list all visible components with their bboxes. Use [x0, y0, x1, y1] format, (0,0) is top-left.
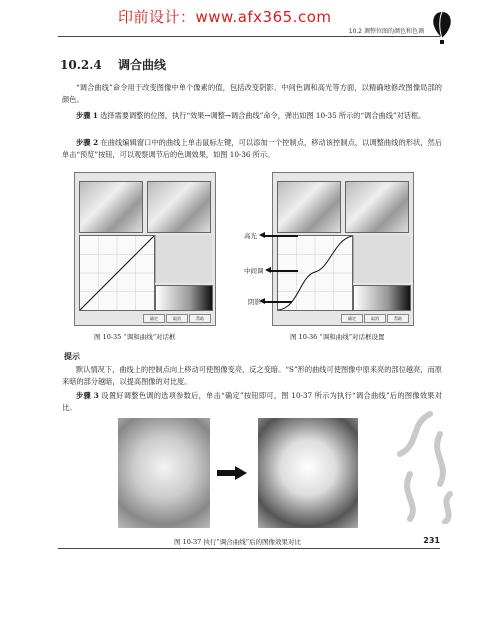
curve-dialog-screenshot-2 — [272, 172, 414, 326]
arrow-shadow-icon — [264, 301, 292, 303]
preview-result-thumb-2 — [345, 181, 409, 233]
tip-text: 默认情况下，曲线上的控制点向上移动可使图像变亮，反之变暗。“S”形的曲线可使图像中原来亮的部位越亮，而原来暗的部分越暗，以提高图像的对比度。 — [62, 365, 442, 386]
header-rule — [58, 36, 440, 37]
label-shadow: 阴影 — [248, 298, 261, 306]
step3-label: 步骤 3 — [76, 391, 99, 400]
right-arrow-icon — [217, 466, 247, 480]
curve-graph-2[interactable] — [277, 235, 353, 311]
step2-paragraph — [62, 137, 442, 160]
step2-label: 步骤 2 — [76, 138, 99, 147]
figure-10-36-caption: 图 10-36 “调和曲线”对话框设置 — [290, 333, 385, 341]
help-button-2[interactable]: 帮助 — [387, 314, 409, 323]
intro-paragraph: “调合曲线”命令用于改变图像中单个像素的值，包括改变阴影、中间色调和高光等方面，以精确地修改图像局部的颜色。 — [62, 83, 442, 104]
photo-before — [118, 418, 210, 528]
watermark-text: 印前设计：www.afx365.com — [118, 8, 332, 26]
s-curve-icon — [278, 236, 352, 310]
section-heading — [60, 56, 166, 73]
cancel-button-1[interactable]: 取消 — [166, 314, 188, 323]
ok-button-2[interactable]: 确定 — [341, 314, 363, 323]
curve-options-panel-2 — [353, 235, 410, 283]
step1-text: 选择需要调整的位图，执行“效果→调整→调合曲线”命令，弹出如图 10-35 所示的“调合曲线”对话框。 — [100, 111, 426, 120]
histogram-2 — [353, 285, 411, 311]
step2-text: 在曲线编辑窗口中的曲线上单击鼠标左键，可以添加一个控制点，移动该控制点，以调整曲线的形状，然后单击“预览”按钮，可以观察调节后的色调效果，如图 10-36 所示。 — [62, 138, 442, 159]
preview-original-thumb — [79, 181, 143, 233]
balloon-icon — [430, 10, 454, 46]
photo-after — [258, 418, 358, 528]
preview-result-thumb — [147, 181, 211, 233]
arrow-highlight-icon — [264, 235, 298, 237]
label-highlight: 高光 — [244, 232, 257, 240]
curve-graph[interactable] — [79, 235, 155, 311]
section-title-text: 调合曲线 — [117, 58, 166, 72]
curve-options-panel — [155, 235, 212, 283]
figure-10-37-caption: 图 10-37 执行“调合曲线”后的图像效果对比 — [174, 538, 302, 546]
running-header: 10.2 调整位图的颜色和色调 — [348, 28, 424, 35]
preview-original-thumb-2 — [277, 181, 341, 233]
curve-dialog-screenshot-1 — [74, 172, 216, 326]
arrow-midtone-icon — [270, 270, 298, 272]
curve-line-icon — [80, 236, 154, 310]
step1-label: 步骤 1 — [76, 111, 98, 120]
figure-10-35-caption: 图 10-35 “调和曲线”对话框 — [94, 333, 176, 341]
section-number: 10.2.4 — [60, 58, 102, 72]
ok-button-1[interactable]: 确定 — [143, 314, 165, 323]
label-midtone: 中间调 — [244, 267, 264, 275]
calligraphy-stamp-icon — [370, 404, 466, 524]
step1-paragraph — [62, 110, 442, 122]
footer-rule — [58, 548, 440, 549]
tip-title: 提示 — [64, 351, 80, 361]
step3-text: 设置好调整色调的选项参数后，单击“确定”按钮即可，图 10-37 所示为执行“调合曲线”后的图像效果对比。 — [62, 391, 442, 412]
help-button-1[interactable]: 帮助 — [189, 314, 211, 323]
page-number: 231 — [423, 536, 440, 545]
cancel-button-2[interactable]: 取消 — [364, 314, 386, 323]
histogram — [155, 285, 213, 311]
